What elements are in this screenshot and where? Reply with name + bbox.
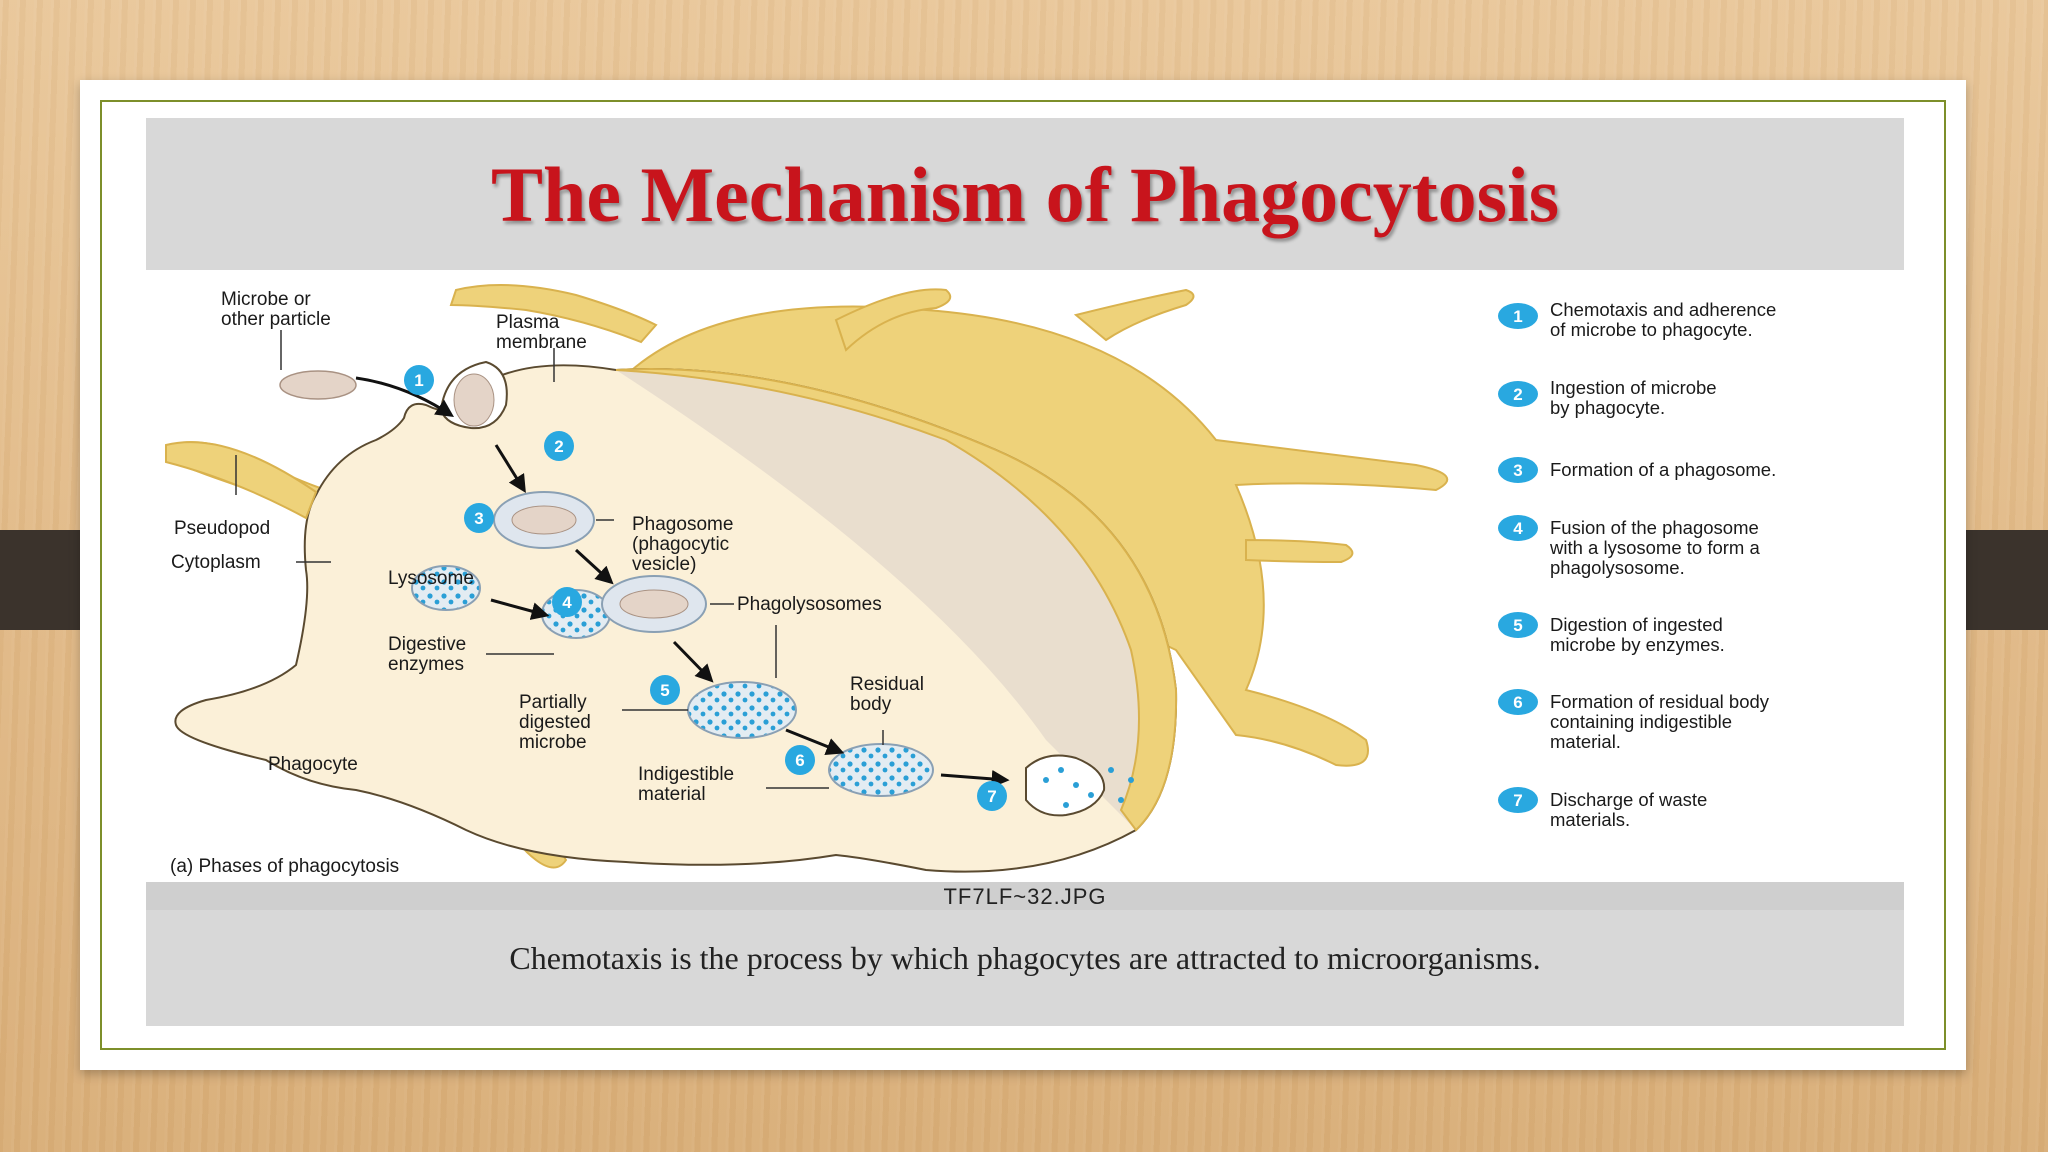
label-phagosome-line3: vesicle) [632,554,697,575]
slide-title: The Mechanism of Phagocytosis [490,151,1560,238]
label-phagolysosomes: Phagolysosomes [737,594,882,615]
label-microbe-line2: other particle [221,309,331,330]
phagocytosis-figure [146,270,1904,910]
phagocytosis-diagram [146,270,1904,910]
label-partially-line1: Partially [519,692,587,713]
label-indigestible-line1: Indigestible [638,764,735,785]
label-cytoplasm: Cytoplasm [171,552,261,573]
svg-text:Formation of a phagosome.: Formation of a phagosome. [1550,459,1777,480]
label-indigestible-line2: material [638,784,706,805]
svg-text:by phagocyte.: by phagocyte. [1550,397,1666,418]
svg-text:of microbe to phagocyte.: of microbe to phagocyte. [1550,319,1753,340]
svg-text:1: 1 [414,371,424,390]
label-phagocyte: Phagocyte [268,754,358,775]
svg-text:3: 3 [1513,461,1523,480]
svg-text:Chemotaxis and adherence: Chemotaxis and adherence [1550,299,1777,320]
phagolysosome-microbe [620,590,688,618]
label-digestive-line1: Digestive [388,634,467,655]
diagram-step-badge-3 [464,503,494,533]
svg-text:1: 1 [1513,307,1523,326]
label-plasma-line2: membrane [496,332,587,353]
svg-text:Formation of residual body: Formation of residual body [1550,691,1770,712]
svg-text:7: 7 [987,787,997,806]
diagram-step-badge-7 [977,781,1007,811]
svg-text:materials.: materials. [1550,809,1631,830]
svg-text:Ingestion of microbe: Ingestion of microbe [1550,377,1717,398]
diagram-step-badge-2 [544,431,574,461]
svg-text:containing indigestible: containing indigestible [1550,711,1733,732]
label-phagosome-line1: Phagosome [632,514,734,535]
svg-text:phagolysosome.: phagolysosome. [1550,557,1685,578]
label-partially-line2: digested [519,712,591,733]
svg-text:Fusion of the phagosome: Fusion of the phagosome [1550,517,1759,538]
svg-text:5: 5 [1513,616,1523,635]
phagosome-microbe [512,506,576,534]
digesting-vesicle [688,682,796,738]
svg-text:Discharge of waste: Discharge of waste [1550,789,1708,810]
microbe [280,371,356,399]
residual-body [829,744,933,796]
svg-text:6: 6 [795,751,805,770]
label-lysosome: Lysosome [388,568,474,589]
ingested-microbe [454,374,494,426]
svg-text:microbe by enzymes.: microbe by enzymes. [1550,634,1725,655]
label-residual-line2: body [850,694,892,715]
svg-text:7: 7 [1513,791,1523,810]
svg-text:material.: material. [1550,731,1621,752]
label-digestive-line2: enzymes [388,654,465,675]
label-phagosome-line2: (phagocytic [632,534,730,555]
diagram-step-badge-5 [650,675,680,705]
svg-text:5: 5 [660,681,670,700]
label-partially-line3: microbe [519,732,587,753]
label-residual-line1: Residual [850,674,924,695]
slide-caption: Chemotaxis is the process by which phagocytes are attracted to microorganisms. [509,940,1541,976]
diagram-step-badge-4 [552,587,582,617]
label-plasma-line1: Plasma [496,312,560,333]
label-pseudopod: Pseudopod [174,518,271,539]
svg-text:3: 3 [474,509,484,528]
svg-text:with a lysosome to form a: with a lysosome to form a [1550,537,1760,558]
svg-text:2: 2 [1513,385,1523,404]
diagram-step-badge-1 [404,365,434,395]
svg-text:4: 4 [562,593,572,612]
svg-text:6: 6 [1513,693,1523,712]
svg-text:Digestion of ingested: Digestion of ingested [1550,614,1723,635]
svg-text:2: 2 [554,437,564,456]
svg-text:4: 4 [1513,519,1523,538]
figure-filename: TF7LF~32.JPG [943,884,1107,909]
slide-content [146,118,1904,1026]
diagram-step-badge-6 [785,745,815,775]
panel-label: (a) Phases of phagocytosis [170,856,400,877]
label-microbe-line1: Microbe or [221,289,311,310]
